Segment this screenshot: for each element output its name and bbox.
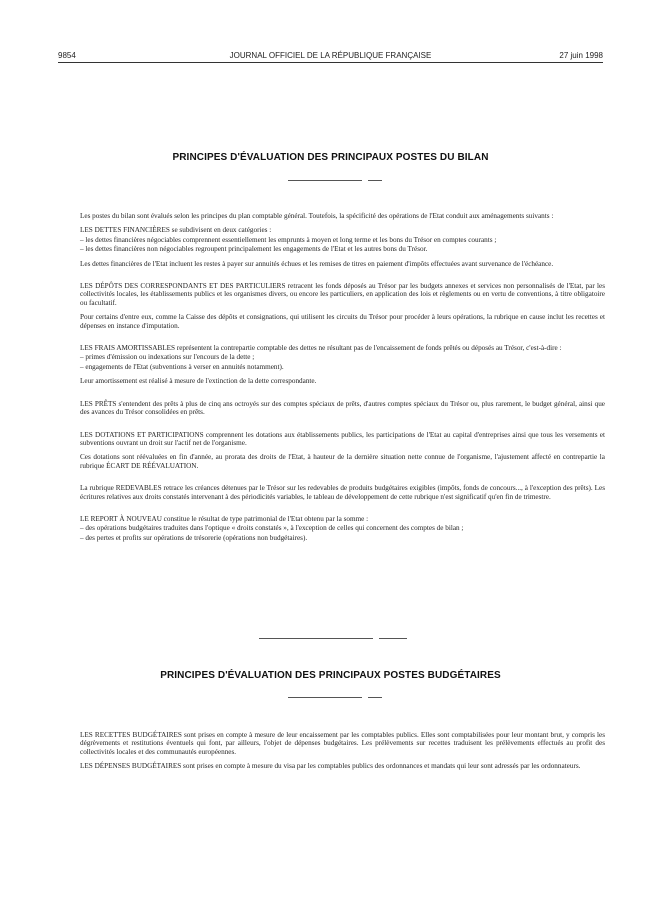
dettes-item-negociables: – les dettes financières négociables comprennent essentiellement les emprunts à moyen et long terme et les bons du Trésor en comptes courants ; [80, 235, 497, 244]
frais-heading: LES FRAIS AMORTISSABLES représentent la contrepartie comptable des dettes ne résultant pas de l'encaissement de fonds prêtés ou déposés au Trésor, c'est-à-dire : [80, 344, 562, 353]
report-item-budgetaires: – des opérations budgétaires traduites dans l'optique « droits constatés », à l'exception de celles qui concernent des comptes de bilan ; [80, 524, 464, 533]
prets-paragraph: LES PRÊTS s'entendent des prêts à plus de cinq ans octroyés sur des comptes spéciaux de prêts, d'autres comptes spéciaux du Trésor ou, plus rarement, le budget général, ainsi que des avances du Trésor consolidées en prêts. [80, 399, 605, 417]
report-item-tresorerie: – des pertes et profits sur opérations de trésorerie (opérations non budgétaires). [80, 533, 308, 542]
title-separator-tail [368, 180, 382, 181]
journal-title: JOURNAL OFFICIEL DE LA RÉPUBLIQUE FRANÇAISE [229, 51, 432, 60]
title-separator-2 [288, 697, 362, 698]
depots-note: Pour certains d'entre eux, comme la Caisse des dépôts et consignations, qui utilisent les circuits du Trésor pour procéder à leurs opérations, la rubrique en cause inclut les recettes et dépenses en instance d'imputation. [80, 313, 605, 330]
section-title-budgetaires: PRINCIPES D'ÉVALUATION DES PRINCIPAUX POSTES BUDGÉTAIRES [160, 670, 501, 681]
depenses-paragraph: LES DÉPENSES BUDGÉTAIRES sont prises en compte à mesure du visa par les comptables publics des ordonnances et mandats qui leur sont adressés par les ordonnateurs. [80, 762, 581, 771]
frais-item-primes: – primes d'émission ou indexations sur l'encours de la dette ; [80, 353, 255, 362]
title-separator [288, 180, 362, 181]
dotations-note: Ces dotations sont réévaluées en fin d'année, au prorata des droits de l'Etat, à hauteur de la dernière situation nette connue de l'organisme, l'ajustement affecté en contrepartie la rubrique ÉCART DE RÉÉVALUATION. [80, 453, 605, 470]
section-separator-tail [379, 638, 407, 639]
dettes-item-non-negociables: – les dettes financières non négociables regroupent principalement les engagements de l'Etat et les autres bons du Trésor. [80, 245, 428, 254]
budgetaires-body [80, 731, 605, 777]
page-number: 9854 [58, 51, 76, 60]
depots-paragraph: LES DÉPÔTS DES CORRESPONDANTS ET DES PARTICULIERS retracent les fonds déposés au Trésor par les budgets annexes et services non personnalisés de l'Etat, par les collectivités locales, les établissements publics et les organismes divers, ou encore les particuliers, en application des lois et règlements ou en vertu de conventions, à titre obligatoire ou facultatif. [80, 282, 605, 307]
recettes-paragraph: LES RECETTES BUDGÉTAIRES sont prises en compte à mesure de leur encaissement par les comptables publics. Elles sont comptabilisées pour leur montant brut, y compris les dégrèvements et restitutions éventuels qui font, par ailleurs, l'objet de dépenses budgétaires. Les prélèvements sur recettes traduisent les prélèvements effectués au profit des collectivités locales et des communautés européennes. [80, 731, 605, 756]
bilan-intro: Les postes du bilan sont évalués selon les principes du plan comptable général. Toutefois, la spécificité des opérations de l'Etat conduit aux aménagements suivants : [80, 212, 554, 220]
frais-item-engagements: – engagements de l'Etat (subventions à verser en annuités notamment). [80, 362, 284, 371]
title-separator-2-tail [368, 697, 382, 698]
redevables-paragraph: La rubrique REDEVABLES retrace les créances détenues par le Trésor sur les redevables de produits budgétaires exigibles (impôts, fonds de concours..., à l'exception des prêts). Les écritures relatives aux droits constatés intervenant à des périodicités variables, le tableau de développement de cette rubrique n'est significatif qu'en fin de trimestre. [80, 484, 605, 501]
section-title-bilan: PRINCIPES D'ÉVALUATION DES PRINCIPAUX POSTES DU BILAN [172, 152, 489, 163]
issue-date: 27 juin 1998 [559, 51, 603, 60]
report-heading: LE REPORT À NOUVEAU constitue le résultat de type patrimonial de l'Etat obtenu par la somme : [80, 514, 369, 523]
section-separator [259, 638, 373, 639]
frais-note: Leur amortissement est réalisé à mesure de l'extinction de la dette correspondante. [80, 377, 317, 386]
dotations-paragraph: LES DOTATIONS ET PARTICIPATIONS comprennent les dotations aux établissements publics, les participations de l'Etat au capital d'entreprises ainsi que tous les versements et subventions ouvrant un droit sur l'actif net de l'organisme. [80, 430, 605, 447]
bilan-body [80, 212, 605, 543]
dettes-note: Les dettes financières de l'Etat incluent les restes à payer sur annuités échues et les remises de titres en paiement d'impôts effectuées avant survenance de l'échéance. [80, 259, 554, 268]
header-rule [58, 62, 603, 63]
dettes-heading: LES DETTES FINANCIÈRES se subdivisent en deux catégories : [80, 226, 272, 235]
